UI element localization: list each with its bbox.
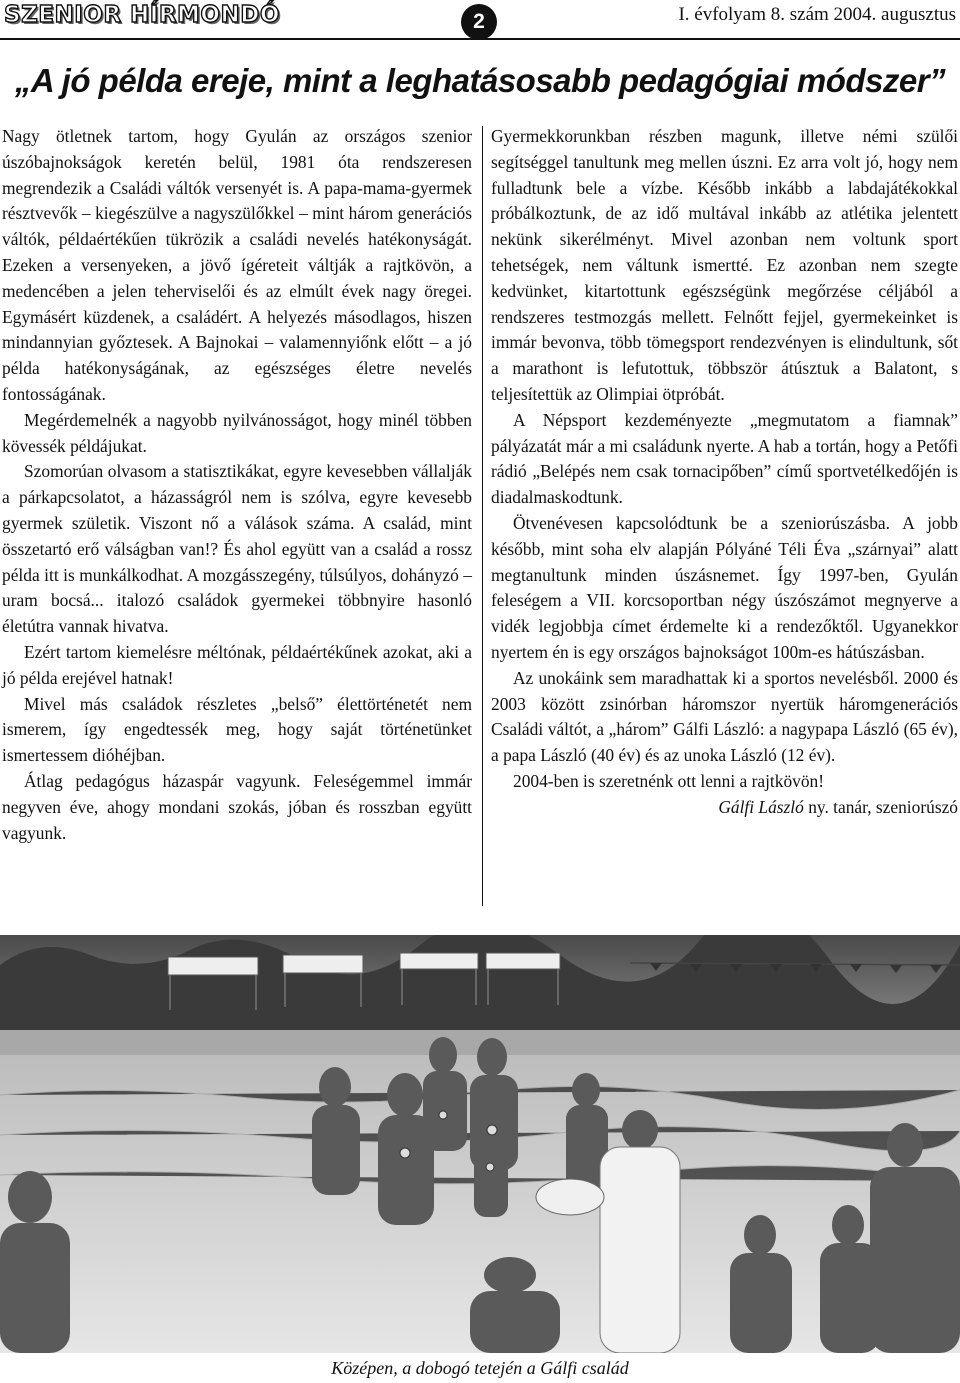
left-paragraph-3: Szomorúan olvasom a statisztikákat, egyre kevesebben vállalják a párkapcsolatot, a házasságról nem is szólva, egyre kevesebb gyermek születik. Viszont nő a válások száma. A család, mint összetartó erő válságban van!? És ahol együtt van a család a rossz példa itt is munkálkodhat. A mozgásszegény, túlsúlyos, dohányzó – uram bocsá... italozó családok gyermekei többnyire hasonló életútra vannak hivatva. xyxy=(2,461,472,637)
page-header xyxy=(0,0,960,40)
header-rule xyxy=(0,38,960,40)
right-paragraph-4: Az unokáink sem maradhattak ki a sportos nevelésből. 2000 és 2003 között zsinórban háromszor nyertük háromgenerációs Családi váltót, a „három” Gálfi László: a nagypapa László (65 év), a papa László (40 év) és az unoka László (12 év). xyxy=(491,667,958,766)
left-paragraph-1: Nagy ötletnek tartom, hogy Gyulán az országos szenior úszóbajnokságok keretén belül, 1981 óta rendszeresen megrendezik a Családi váltók versenyét is. A papa-mama-gyermek résztvevők – kiegészülve a nagyszülőkkel – mint három generációs váltók, példaértékűen tükrözik a családi nevelés hatékonyságát. Ezeken a versenyeken, a jövő ígéreteit váltják a rajtkövön, a medencében a jelen teherviselői és az elmúlt évek nagy öregei. Egymásért küzdenek, a családért. A helyezés másodlagos, hiszen mindannyian győztesek. A Bajnokai – valamennyiőnk előtt – a jó példa hatékonyságának, az egészséges életre nevelés fontosságának. xyxy=(2,126,472,404)
signature-author: Gálfi László xyxy=(718,796,804,817)
issue-info: I. évfolyam 8. szám 2004. augusztus xyxy=(678,4,956,25)
right-paragraph-1: Gyermekkorunkban részben magunk, illetve némi szülői segítséggel tanultunk meg mellen úszni. Ez arra volt jó, hogy nem fulladtunk bele a vízbe. Később inkább a labdajátékokkal próbálkoztunk, de az idő multával inkább az atlétika jelentett nekünk sikerélményt. Mivel azonban nem voltunk sport tehetségek, nem váltunk ismertté. Ez azonban nem szegte kedvünket, kitartottunk egészségünk megőrzése céljából a rendszeres testmozgás mellett. Felnőtt fejjel, gyermekeinket is immár bevonva, több tömegsport rendezvényen is elindultunk, sőt a marathont is lefutottuk, többször átúsztuk a Balatont, s teljesítettük az Olimpiai ötpróbát. xyxy=(491,126,958,404)
right-paragraph-2: A Népsport kezdeményezte „megmutatom a fiamnak” pályázatát már a mi családunk nyerte. A hab a tortán, hogy a Petőfi rádió „Belépés nem csak tornacipőben” című sportvetélkedőjén is diadalmaskodtunk. xyxy=(491,409,958,508)
right-column xyxy=(491,124,958,821)
signature-title: ny. tanár, szeniorúszó xyxy=(803,796,958,817)
article-headline: „A jó példa ereje, mint a leghatásosabb pedagógiai módszer” xyxy=(14,62,946,99)
masthead-logo: SZENIOR HÍRMONDÓ xyxy=(4,2,280,28)
column-divider xyxy=(482,126,483,906)
pool-photo xyxy=(0,935,960,1353)
article-signature xyxy=(491,795,958,821)
left-paragraph-6: Átlag pedagógus házaspár vagyunk. Feleségemmel immár negyven éve, ahogy mondani szokás, jóban és rosszban együtt vagyunk. xyxy=(2,770,472,843)
right-paragraph-5: 2004-ben is szeretnénk ott lenni a rajtkövön! xyxy=(513,770,825,791)
left-paragraph-4: Ezért tartom kiemelésre méltónak, példaértékűnek azokat, aki a jó példa erejével hatnak! xyxy=(2,641,472,688)
photo-caption: Középen, a dobogó tetején a Gálfi család xyxy=(331,1358,629,1378)
left-paragraph-5: Mivel más családok részletes „belső” élettörténetét nem ismerem, így engedtessék meg, hogy saját történetünket ismertessem dióhéjban. xyxy=(2,693,472,766)
left-column xyxy=(2,124,472,846)
right-paragraph-3: Ötvenévesen kapcsolódtunk be a szeniorúszásba. A jobb később, mint soha elv alapján Pólyáné Téli Éva „szárnyai” alatt megtanultunk minden úszásnemet. Így 1997-ben, Gyulán feleségem a VII. korcsoportban négy úszószámot megnyerve a vidék legjobbja címet érdemelte ki a rendezőktől. Ugyanekkor nyertem én is egy országos bajnokságot 100m-es hátúszásban. xyxy=(491,512,958,662)
page-number-badge: 2 xyxy=(461,4,497,40)
pool-photo-image xyxy=(0,935,960,1353)
left-paragraph-2: Megérdemelnék a nagyobb nyilvánosságot, hogy minél többen kövessék példájukat. xyxy=(2,409,472,456)
